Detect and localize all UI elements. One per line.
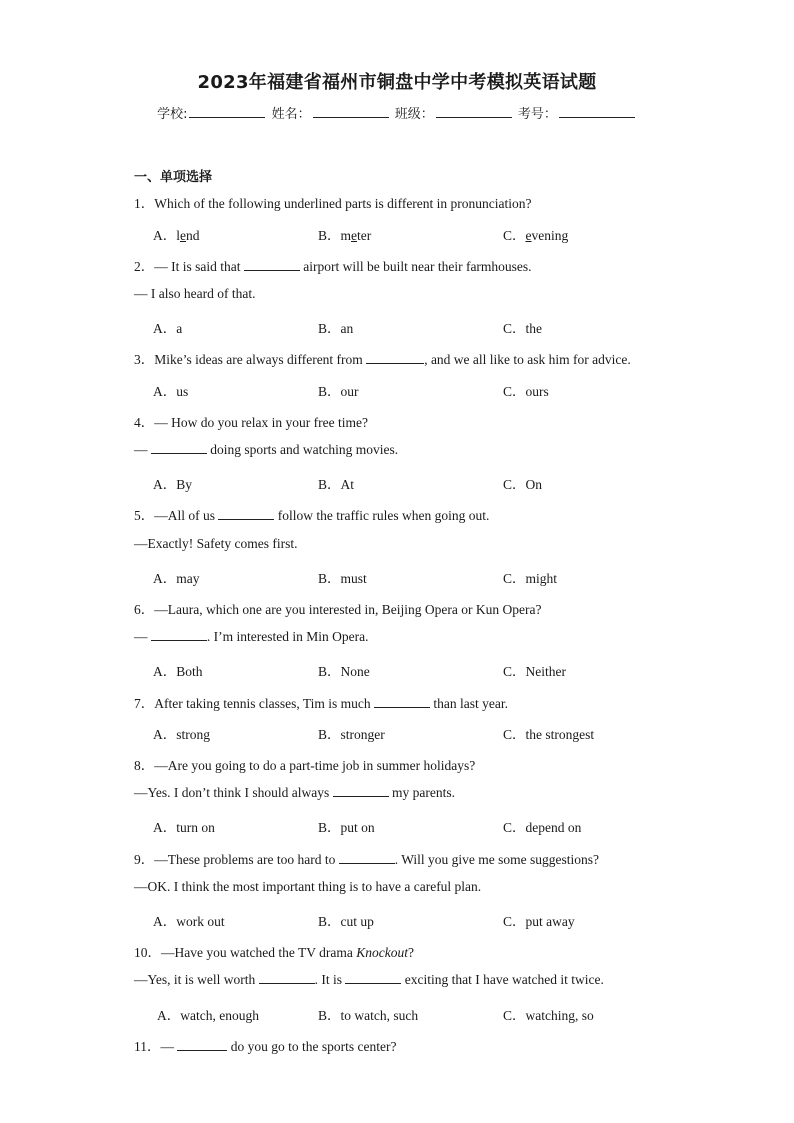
- question-5: 5．—All of us follow the traffic rules when going out.: [134, 508, 490, 523]
- name-blank[interactable]: [313, 105, 389, 118]
- question-2: 2．— It is said that airport will be built near their farmhouses.: [134, 259, 532, 274]
- answer-blank: [151, 442, 207, 454]
- answer-blank: [259, 972, 315, 984]
- question-2-reply: — I also heard of that.: [134, 286, 256, 301]
- option-c[interactable]: C．Neither: [503, 664, 566, 679]
- class-blank[interactable]: [436, 105, 512, 118]
- question-6-reply: — . I’m interested in Min Opera.: [134, 629, 369, 644]
- question-7: 7．After taking tennis classes, Tim is much than last year.: [134, 696, 508, 711]
- number-blank[interactable]: [559, 105, 635, 118]
- question-5-reply: —Exactly! Safety comes first.: [134, 536, 298, 551]
- option-a[interactable]: A．turn on: [153, 820, 215, 835]
- answer-blank: [345, 972, 401, 984]
- answer-blank: [244, 259, 300, 271]
- school-label: 学校:: [157, 107, 188, 122]
- option-b[interactable]: B．our: [318, 384, 359, 399]
- option-b[interactable]: B．At: [318, 477, 355, 492]
- option-a[interactable]: A．Both: [153, 664, 203, 679]
- option-c[interactable]: C．the: [503, 321, 542, 336]
- question-10-reply: —Yes, it is well worth . It is exciting that I have watched it twice.: [134, 972, 604, 987]
- option-c[interactable]: C．might: [503, 571, 558, 586]
- option-a[interactable]: A．work out: [153, 914, 225, 929]
- question-11: 11．— do you go to the sports center?: [134, 1039, 397, 1054]
- answer-blank: [366, 352, 424, 364]
- answer-blank: [339, 852, 395, 864]
- question-number: 1．: [134, 196, 155, 211]
- question-6: 6．—Laura, which one are you interested in, Beijing Opera or Kun Opera?: [134, 602, 542, 617]
- answer-blank: [333, 785, 389, 797]
- option-b[interactable]: B．to watch, such: [318, 1008, 419, 1023]
- option-b[interactable]: B．stronger: [318, 727, 385, 742]
- option-c[interactable]: C．evening: [503, 228, 569, 243]
- question-1: [134, 192, 532, 212]
- option-a[interactable]: A．watch, enough: [157, 1008, 259, 1023]
- option-a[interactable]: A．lend: [153, 228, 200, 243]
- option-b[interactable]: B．an: [318, 321, 354, 336]
- option-b[interactable]: B．cut up: [318, 914, 374, 929]
- option-c[interactable]: C．watching, so: [503, 1008, 594, 1023]
- option-c[interactable]: C．depend on: [503, 820, 582, 835]
- option-c[interactable]: C．On: [503, 477, 543, 492]
- option-b[interactable]: B．meter: [318, 228, 372, 243]
- answer-blank: [218, 508, 274, 520]
- option-a[interactable]: A．us: [153, 384, 189, 399]
- question-9-reply: —OK. I think the most important thing is to have a careful plan.: [134, 879, 482, 894]
- option-c[interactable]: C．the strongest: [503, 727, 595, 742]
- question-9: 9．—These problems are too hard to . Will you give me some suggestions?: [134, 852, 600, 867]
- answer-blank: [151, 629, 207, 641]
- question-stem: Which of the following underlined parts is different in pronunciation?: [154, 196, 532, 211]
- page-title: 2023年福建省福州市铜盘中学中考模拟英语试题: [197, 72, 597, 93]
- number-label: 考号：: [517, 107, 557, 122]
- option-a[interactable]: A．By: [153, 477, 193, 492]
- option-c[interactable]: C．put away: [503, 914, 575, 929]
- option-a[interactable]: A．strong: [153, 727, 210, 742]
- question-8: 8．—Are you going to do a part-time job in summer holidays?: [134, 758, 476, 773]
- answer-blank: [177, 1039, 227, 1051]
- question-10: 10．—Have you watched the TV drama Knockout?: [134, 945, 414, 960]
- answer-blank: [374, 696, 430, 708]
- section-title: 一、单项选择: [134, 170, 213, 185]
- name-label: 姓名：: [271, 107, 311, 122]
- option-a[interactable]: A．may: [153, 571, 200, 586]
- class-label: 班级：: [394, 107, 434, 122]
- option-a[interactable]: A．a: [153, 321, 183, 336]
- option-b[interactable]: B．None: [318, 664, 370, 679]
- question-4: 4．— How do you relax in your free time?: [134, 415, 368, 430]
- option-b[interactable]: B．must: [318, 571, 367, 586]
- question-8-reply: —Yes. I don’t think I should always my parents.: [134, 785, 456, 800]
- option-c[interactable]: C．ours: [503, 384, 549, 399]
- question-4-reply: — doing sports and watching movies.: [134, 442, 399, 457]
- question-3: 3．Mike’s ideas are always different from , and we all like to ask him for advice.: [134, 352, 631, 367]
- student-info-row: [0, 103, 794, 122]
- school-blank[interactable]: [189, 105, 265, 118]
- option-b[interactable]: B．put on: [318, 820, 375, 835]
